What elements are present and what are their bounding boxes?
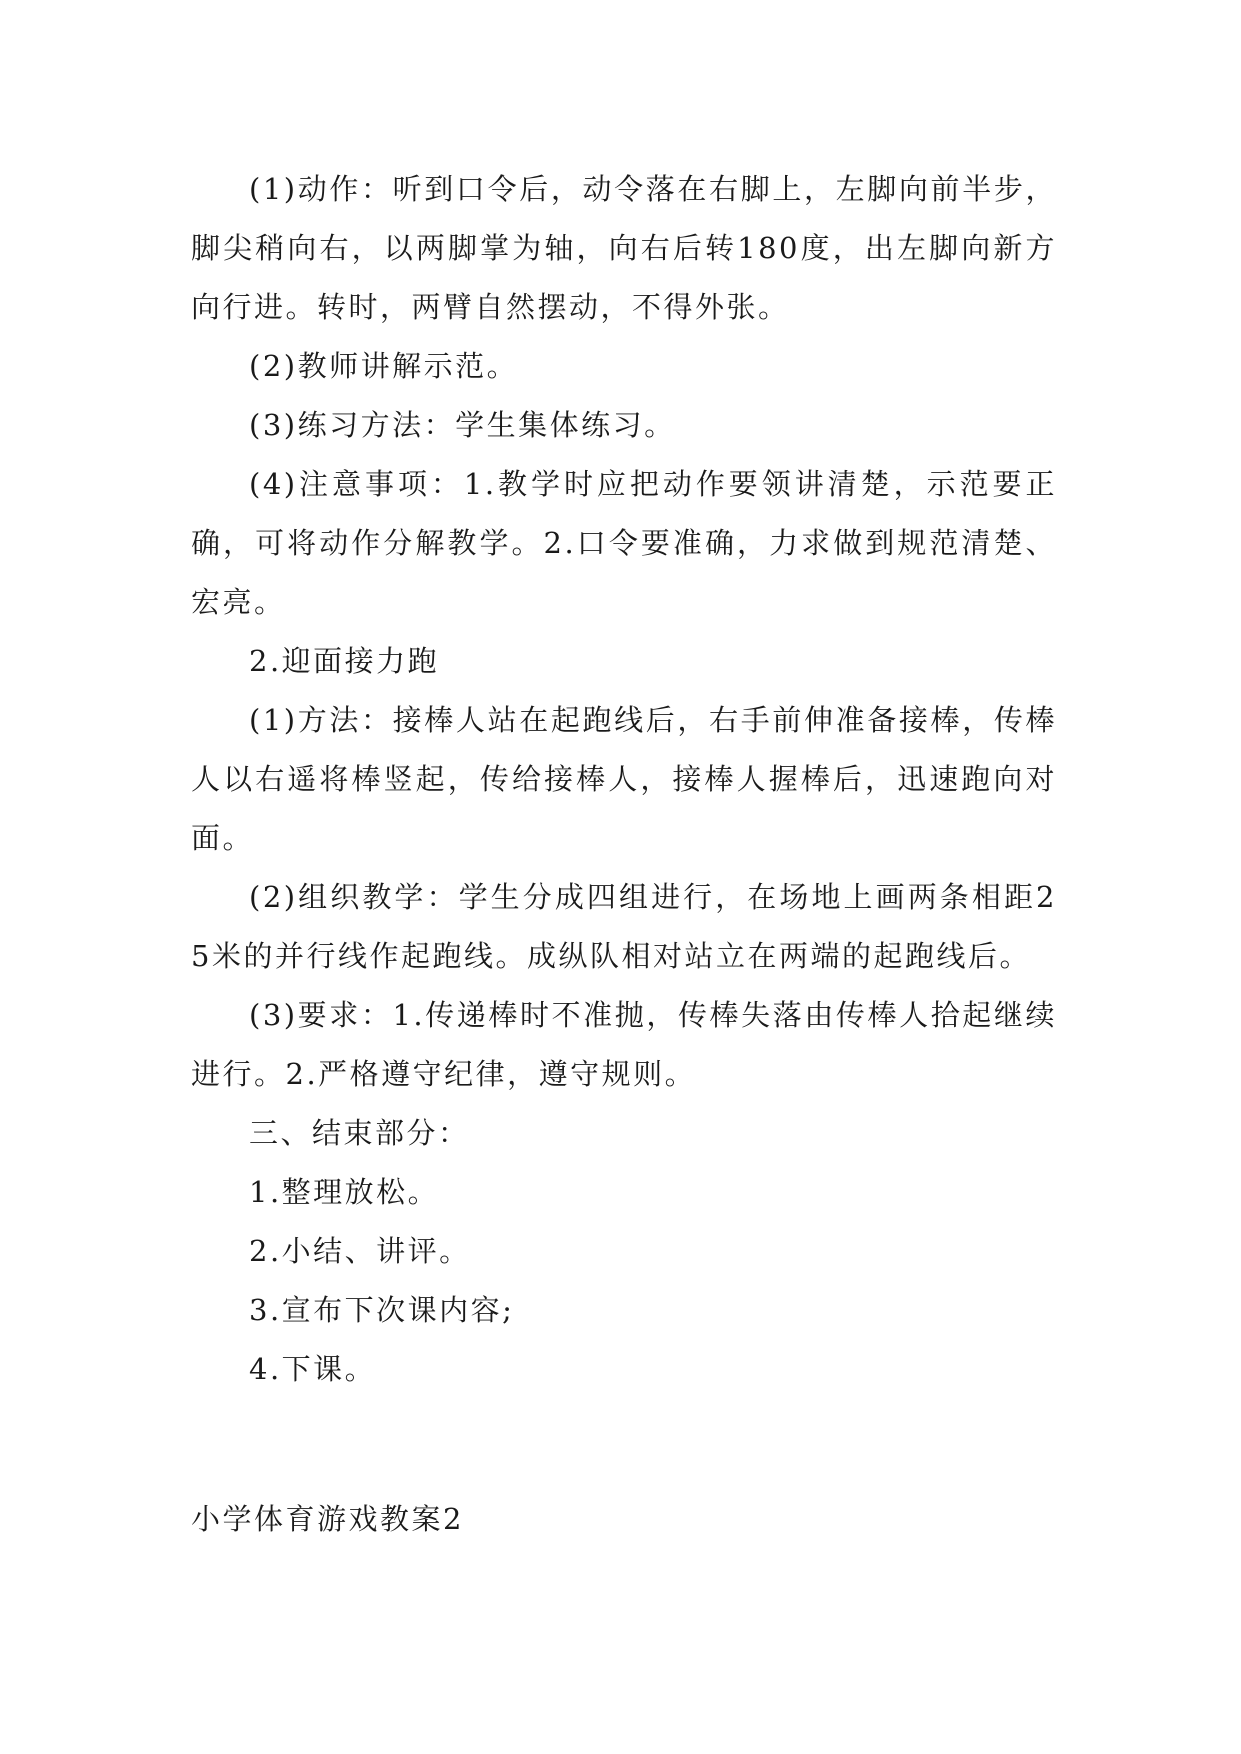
section-title: 小学体育游戏教案2 <box>191 1502 464 1536</box>
paragraph-relay-requirements: (3)要求：1.传递棒时不准抛，传棒失落由传棒人拾起继续进行。2.严格遵守纪律，遵守规则。 <box>191 998 1057 1091</box>
paragraph-demo: (2)教师讲解示范。 <box>249 349 519 383</box>
paragraph-relay-organization: (2)组织教学：学生分成四组进行，在场地上画两条相距25米的并行线作起跑线。成纵队相对站立在两端的起跑线后。 <box>191 880 1057 973</box>
list-item-relax: 1.整理放松。 <box>249 1175 440 1209</box>
paragraph-notes: (4)注意事项：1.教学时应把动作要领讲清楚，示范要正确，可将动作分解教学。2.口令要准确，力求做到规范清楚、宏亮。 <box>191 467 1057 619</box>
paragraph-practice: (3)练习方法：学生集体练习。 <box>249 408 676 442</box>
list-item-summary: 2.小结、讲评。 <box>249 1234 471 1268</box>
paragraph-closing-heading: 三、结束部分： <box>249 1116 470 1150</box>
list-item-announce: 3.宣布下次课内容; <box>249 1293 515 1327</box>
paragraph-action: (1)动作：听到口令后，动令落在右脚上，左脚向前半步，脚尖稍向右，以两脚掌为轴，向右后转180度，出左脚向新方向行进。转时，两臂自然摆动，不得外张。 <box>191 172 1057 324</box>
paragraph-relay-heading: 2.迎面接力跑 <box>249 644 440 678</box>
list-item-dismiss: 4.下课。 <box>249 1352 377 1386</box>
document-body <box>191 160 1057 1399</box>
paragraph-relay-method: (1)方法：接棒人站在起跑线后，右手前伸准备接棒，传棒人以右遥将棒竖起，传给接棒人，接棒人握棒后，迅速跑向对面。 <box>191 703 1057 855</box>
